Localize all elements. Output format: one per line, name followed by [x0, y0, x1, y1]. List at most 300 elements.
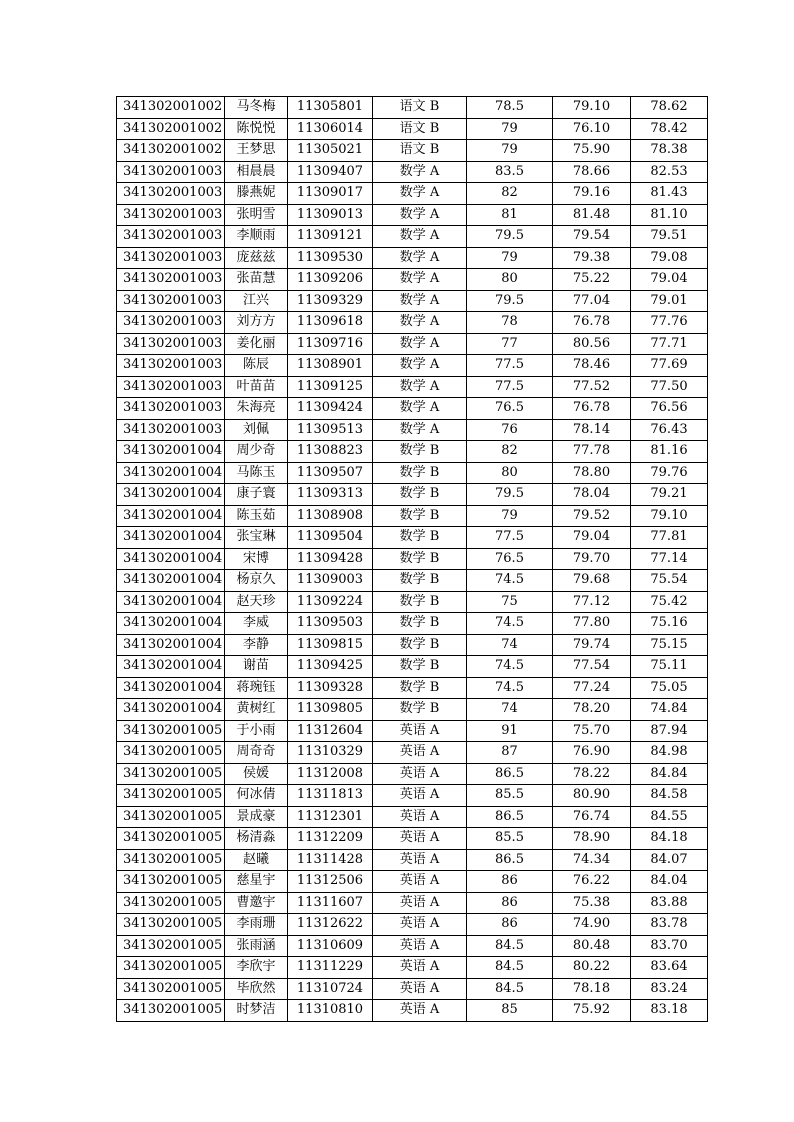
table-row [117, 355, 708, 377]
interview-score-cell: 77.12 [553, 591, 631, 613]
position-code-cell: 341302001004 [117, 613, 225, 635]
position-code-cell: 341302001004 [117, 505, 225, 527]
position-code-cell: 341302001004 [117, 548, 225, 570]
written-score-cell: 80 [467, 462, 553, 484]
total-score-cell: 79.76 [631, 462, 708, 484]
subject-cell: 数学 A [373, 419, 467, 441]
total-score-cell: 75.11 [631, 656, 708, 678]
table-row [117, 591, 708, 613]
total-score-cell: 84.84 [631, 763, 708, 785]
position-code-cell: 341302001005 [117, 763, 225, 785]
name-cell: 马陈玉 [225, 462, 288, 484]
written-score-cell: 78 [467, 312, 553, 334]
written-score-cell: 84.5 [467, 978, 553, 1000]
written-score-cell: 80 [467, 269, 553, 291]
interview-score-cell: 79.68 [553, 570, 631, 592]
name-cell: 赵曦 [225, 849, 288, 871]
table-row [117, 118, 708, 140]
table-row [117, 742, 708, 764]
table-row [117, 978, 708, 1000]
name-cell: 赵天珍 [225, 591, 288, 613]
exam-id-cell: 11309329 [288, 290, 373, 312]
written-score-cell: 79 [467, 505, 553, 527]
position-code-cell: 341302001005 [117, 892, 225, 914]
total-score-cell: 79.01 [631, 290, 708, 312]
position-code-cell: 341302001005 [117, 914, 225, 936]
position-code-cell: 341302001004 [117, 441, 225, 463]
position-code-cell: 341302001005 [117, 720, 225, 742]
total-score-cell: 76.43 [631, 419, 708, 441]
written-score-cell: 85.5 [467, 785, 553, 807]
written-score-cell: 77.5 [467, 376, 553, 398]
position-code-cell: 341302001003 [117, 161, 225, 183]
position-code-cell: 341302001004 [117, 677, 225, 699]
total-score-cell: 84.98 [631, 742, 708, 764]
name-cell: 景成豪 [225, 806, 288, 828]
name-cell: 庞兹兹 [225, 247, 288, 269]
written-score-cell: 86.5 [467, 849, 553, 871]
total-score-cell: 81.43 [631, 183, 708, 205]
subject-cell: 数学 A [373, 204, 467, 226]
exam-id-cell: 11310810 [288, 1000, 373, 1022]
table-row [117, 957, 708, 979]
interview-score-cell: 79.52 [553, 505, 631, 527]
interview-score-cell: 77.54 [553, 656, 631, 678]
subject-cell: 数学 A [373, 355, 467, 377]
total-score-cell: 78.62 [631, 97, 708, 119]
table-row [117, 548, 708, 570]
exam-id-cell: 11309313 [288, 484, 373, 506]
subject-cell: 数学 A [373, 398, 467, 420]
written-score-cell: 77.5 [467, 527, 553, 549]
total-score-cell: 78.38 [631, 140, 708, 162]
interview-score-cell: 79.38 [553, 247, 631, 269]
table-row [117, 892, 708, 914]
subject-cell: 英语 A [373, 957, 467, 979]
position-code-cell: 341302001002 [117, 140, 225, 162]
name-cell: 张明雪 [225, 204, 288, 226]
position-code-cell: 341302001003 [117, 226, 225, 248]
written-score-cell: 76.5 [467, 548, 553, 570]
interview-score-cell: 77.80 [553, 613, 631, 635]
position-code-cell: 341302001005 [117, 742, 225, 764]
interview-score-cell: 74.90 [553, 914, 631, 936]
written-score-cell: 83.5 [467, 161, 553, 183]
written-score-cell: 78.5 [467, 97, 553, 119]
exam-id-cell: 11309815 [288, 634, 373, 656]
exam-id-cell: 11309618 [288, 312, 373, 334]
name-cell: 康子寰 [225, 484, 288, 506]
written-score-cell: 77 [467, 333, 553, 355]
name-cell: 陈玉茹 [225, 505, 288, 527]
subject-cell: 数学 A [373, 312, 467, 334]
name-cell: 陈悦悦 [225, 118, 288, 140]
position-code-cell: 341302001004 [117, 462, 225, 484]
position-code-cell: 341302001003 [117, 333, 225, 355]
position-code-cell: 341302001005 [117, 1000, 225, 1022]
table-row [117, 97, 708, 119]
interview-score-cell: 75.92 [553, 1000, 631, 1022]
interview-score-cell: 81.48 [553, 204, 631, 226]
total-score-cell: 83.64 [631, 957, 708, 979]
written-score-cell: 74 [467, 634, 553, 656]
exam-id-cell: 11311607 [288, 892, 373, 914]
name-cell: 李雨珊 [225, 914, 288, 936]
table-row [117, 247, 708, 269]
position-code-cell: 341302001004 [117, 656, 225, 678]
interview-score-cell: 75.90 [553, 140, 631, 162]
written-score-cell: 86 [467, 914, 553, 936]
table-row [117, 785, 708, 807]
total-score-cell: 79.04 [631, 269, 708, 291]
position-code-cell: 341302001003 [117, 398, 225, 420]
name-cell: 张宝琳 [225, 527, 288, 549]
total-score-cell: 83.88 [631, 892, 708, 914]
exam-id-cell: 11309003 [288, 570, 373, 592]
exam-id-cell: 11309507 [288, 462, 373, 484]
table-row [117, 656, 708, 678]
subject-cell: 英语 A [373, 914, 467, 936]
written-score-cell: 74 [467, 699, 553, 721]
subject-cell: 数学 B [373, 527, 467, 549]
position-code-cell: 341302001005 [117, 806, 225, 828]
exam-id-cell: 11308908 [288, 505, 373, 527]
table-row [117, 699, 708, 721]
total-score-cell: 79.08 [631, 247, 708, 269]
score-table-body [117, 97, 708, 1022]
position-code-cell: 341302001005 [117, 935, 225, 957]
total-score-cell: 75.54 [631, 570, 708, 592]
table-row [117, 484, 708, 506]
table-row [117, 419, 708, 441]
interview-score-cell: 79.70 [553, 548, 631, 570]
written-score-cell: 79.5 [467, 484, 553, 506]
exam-id-cell: 11309425 [288, 656, 373, 678]
exam-id-cell: 11309017 [288, 183, 373, 205]
total-score-cell: 77.14 [631, 548, 708, 570]
exam-id-cell: 11311229 [288, 957, 373, 979]
name-cell: 时梦洁 [225, 1000, 288, 1022]
table-row [117, 914, 708, 936]
written-score-cell: 82 [467, 441, 553, 463]
position-code-cell: 341302001004 [117, 484, 225, 506]
interview-score-cell: 75.70 [553, 720, 631, 742]
interview-score-cell: 78.20 [553, 699, 631, 721]
exam-id-cell: 11309805 [288, 699, 373, 721]
total-score-cell: 74.84 [631, 699, 708, 721]
subject-cell: 数学 A [373, 247, 467, 269]
exam-id-cell: 11312209 [288, 828, 373, 850]
name-cell: 马冬梅 [225, 97, 288, 119]
written-score-cell: 77.5 [467, 355, 553, 377]
subject-cell: 数学 A [373, 226, 467, 248]
subject-cell: 英语 A [373, 828, 467, 850]
table-row [117, 527, 708, 549]
interview-score-cell: 78.80 [553, 462, 631, 484]
exam-id-cell: 11312008 [288, 763, 373, 785]
name-cell: 刘佩 [225, 419, 288, 441]
interview-score-cell: 76.78 [553, 312, 631, 334]
name-cell: 曹邀宇 [225, 892, 288, 914]
written-score-cell: 79 [467, 140, 553, 162]
name-cell: 何冰倩 [225, 785, 288, 807]
position-code-cell: 341302001005 [117, 828, 225, 850]
subject-cell: 英语 A [373, 806, 467, 828]
position-code-cell: 341302001004 [117, 634, 225, 656]
interview-score-cell: 79.10 [553, 97, 631, 119]
exam-id-cell: 11312301 [288, 806, 373, 828]
written-score-cell: 81 [467, 204, 553, 226]
interview-score-cell: 78.66 [553, 161, 631, 183]
interview-score-cell: 77.52 [553, 376, 631, 398]
written-score-cell: 76 [467, 419, 553, 441]
subject-cell: 数学 A [373, 290, 467, 312]
table-row [117, 1000, 708, 1022]
name-cell: 毕欣然 [225, 978, 288, 1000]
subject-cell: 英语 A [373, 935, 467, 957]
written-score-cell: 85 [467, 1000, 553, 1022]
exam-id-cell: 11309125 [288, 376, 373, 398]
exam-id-cell: 11309513 [288, 419, 373, 441]
subject-cell: 英语 A [373, 978, 467, 1000]
subject-cell: 数学 B [373, 570, 467, 592]
position-code-cell: 341302001005 [117, 849, 225, 871]
table-row [117, 269, 708, 291]
name-cell: 周少奇 [225, 441, 288, 463]
subject-cell: 数学 B [373, 613, 467, 635]
exam-id-cell: 11309121 [288, 226, 373, 248]
exam-id-cell: 11312506 [288, 871, 373, 893]
name-cell: 周奇奇 [225, 742, 288, 764]
table-row [117, 935, 708, 957]
total-score-cell: 77.71 [631, 333, 708, 355]
table-row [117, 871, 708, 893]
interview-score-cell: 79.16 [553, 183, 631, 205]
written-score-cell: 82 [467, 183, 553, 205]
subject-cell: 数学 B [373, 441, 467, 463]
interview-score-cell: 76.74 [553, 806, 631, 828]
written-score-cell: 91 [467, 720, 553, 742]
position-code-cell: 341302001004 [117, 591, 225, 613]
written-score-cell: 86 [467, 871, 553, 893]
table-row [117, 634, 708, 656]
interview-score-cell: 77.24 [553, 677, 631, 699]
name-cell: 蒋琬钰 [225, 677, 288, 699]
interview-score-cell: 76.78 [553, 398, 631, 420]
position-code-cell: 341302001003 [117, 204, 225, 226]
total-score-cell: 84.55 [631, 806, 708, 828]
interview-score-cell: 78.18 [553, 978, 631, 1000]
total-score-cell: 83.78 [631, 914, 708, 936]
position-code-cell: 341302001003 [117, 183, 225, 205]
exam-id-cell: 11308901 [288, 355, 373, 377]
name-cell: 于小雨 [225, 720, 288, 742]
interview-score-cell: 77.04 [553, 290, 631, 312]
position-code-cell: 341302001003 [117, 312, 225, 334]
subject-cell: 数学 B [373, 548, 467, 570]
written-score-cell: 76.5 [467, 398, 553, 420]
subject-cell: 数学 B [373, 591, 467, 613]
total-score-cell: 84.18 [631, 828, 708, 850]
subject-cell: 数学 A [373, 269, 467, 291]
subject-cell: 语文 B [373, 97, 467, 119]
table-row [117, 828, 708, 850]
table-row [117, 849, 708, 871]
interview-score-cell: 77.78 [553, 441, 631, 463]
total-score-cell: 84.04 [631, 871, 708, 893]
total-score-cell: 87.94 [631, 720, 708, 742]
total-score-cell: 77.81 [631, 527, 708, 549]
table-row [117, 161, 708, 183]
exam-id-cell: 11309206 [288, 269, 373, 291]
exam-id-cell: 11309503 [288, 613, 373, 635]
subject-cell: 数学 B [373, 484, 467, 506]
subject-cell: 英语 A [373, 720, 467, 742]
exam-id-cell: 11309504 [288, 527, 373, 549]
subject-cell: 数学 B [373, 699, 467, 721]
total-score-cell: 82.53 [631, 161, 708, 183]
exam-id-cell: 11308823 [288, 441, 373, 463]
name-cell: 宋博 [225, 548, 288, 570]
written-score-cell: 79.5 [467, 226, 553, 248]
total-score-cell: 81.16 [631, 441, 708, 463]
table-row [117, 462, 708, 484]
position-code-cell: 341302001005 [117, 957, 225, 979]
exam-id-cell: 11305801 [288, 97, 373, 119]
name-cell: 滕燕妮 [225, 183, 288, 205]
name-cell: 杨清淼 [225, 828, 288, 850]
position-code-cell: 341302001003 [117, 247, 225, 269]
table-row [117, 505, 708, 527]
exam-id-cell: 11309013 [288, 204, 373, 226]
exam-id-cell: 11306014 [288, 118, 373, 140]
table-row [117, 312, 708, 334]
subject-cell: 英语 A [373, 892, 467, 914]
name-cell: 李静 [225, 634, 288, 656]
total-score-cell: 79.10 [631, 505, 708, 527]
table-row [117, 226, 708, 248]
written-score-cell: 87 [467, 742, 553, 764]
interview-score-cell: 74.34 [553, 849, 631, 871]
position-code-cell: 341302001004 [117, 699, 225, 721]
table-row [117, 570, 708, 592]
position-code-cell: 341302001005 [117, 785, 225, 807]
interview-score-cell: 76.22 [553, 871, 631, 893]
written-score-cell: 86.5 [467, 806, 553, 828]
exam-id-cell: 11309424 [288, 398, 373, 420]
position-code-cell: 341302001003 [117, 269, 225, 291]
written-score-cell: 79.5 [467, 290, 553, 312]
total-score-cell: 75.16 [631, 613, 708, 635]
name-cell: 张苗慧 [225, 269, 288, 291]
table-row [117, 376, 708, 398]
subject-cell: 数学 A [373, 161, 467, 183]
written-score-cell: 74.5 [467, 570, 553, 592]
table-row [117, 183, 708, 205]
total-score-cell: 83.24 [631, 978, 708, 1000]
subject-cell: 数学 B [373, 677, 467, 699]
interview-score-cell: 79.74 [553, 634, 631, 656]
interview-score-cell: 80.90 [553, 785, 631, 807]
interview-score-cell: 76.90 [553, 742, 631, 764]
total-score-cell: 83.18 [631, 1000, 708, 1022]
exam-id-cell: 11309428 [288, 548, 373, 570]
exam-id-cell: 11311428 [288, 849, 373, 871]
subject-cell: 语文 B [373, 140, 467, 162]
written-score-cell: 74.5 [467, 677, 553, 699]
table-row [117, 333, 708, 355]
table-row [117, 763, 708, 785]
exam-id-cell: 11312604 [288, 720, 373, 742]
subject-cell: 数学 B [373, 634, 467, 656]
total-score-cell: 83.70 [631, 935, 708, 957]
interview-score-cell: 75.22 [553, 269, 631, 291]
position-code-cell: 341302001003 [117, 376, 225, 398]
exam-id-cell: 11312622 [288, 914, 373, 936]
interview-score-cell: 78.90 [553, 828, 631, 850]
exam-id-cell: 11310724 [288, 978, 373, 1000]
table-row [117, 806, 708, 828]
position-code-cell: 341302001005 [117, 978, 225, 1000]
subject-cell: 数学 A [373, 333, 467, 355]
written-score-cell: 86.5 [467, 763, 553, 785]
name-cell: 杨京久 [225, 570, 288, 592]
name-cell: 慈星宇 [225, 871, 288, 893]
name-cell: 黄树红 [225, 699, 288, 721]
interview-score-cell: 78.14 [553, 419, 631, 441]
exam-id-cell: 11309407 [288, 161, 373, 183]
interview-score-cell: 79.54 [553, 226, 631, 248]
total-score-cell: 77.76 [631, 312, 708, 334]
name-cell: 叶苗苗 [225, 376, 288, 398]
exam-id-cell: 11309716 [288, 333, 373, 355]
name-cell: 侯媛 [225, 763, 288, 785]
subject-cell: 数学 B [373, 462, 467, 484]
written-score-cell: 75 [467, 591, 553, 613]
interview-score-cell: 78.46 [553, 355, 631, 377]
interview-score-cell: 78.22 [553, 763, 631, 785]
table-row [117, 140, 708, 162]
written-score-cell: 74.5 [467, 656, 553, 678]
subject-cell: 英语 A [373, 849, 467, 871]
exam-id-cell: 11310329 [288, 742, 373, 764]
exam-id-cell: 11305021 [288, 140, 373, 162]
table-row [117, 398, 708, 420]
written-score-cell: 84.5 [467, 935, 553, 957]
total-score-cell: 84.58 [631, 785, 708, 807]
subject-cell: 英语 A [373, 871, 467, 893]
exam-id-cell: 11309328 [288, 677, 373, 699]
interview-score-cell: 79.04 [553, 527, 631, 549]
interview-score-cell: 80.48 [553, 935, 631, 957]
total-score-cell: 75.42 [631, 591, 708, 613]
written-score-cell: 74.5 [467, 613, 553, 635]
name-cell: 朱海亮 [225, 398, 288, 420]
written-score-cell: 84.5 [467, 957, 553, 979]
table-row [117, 441, 708, 463]
name-cell: 刘方方 [225, 312, 288, 334]
table-row [117, 677, 708, 699]
total-score-cell: 79.51 [631, 226, 708, 248]
interview-score-cell: 75.38 [553, 892, 631, 914]
name-cell: 张雨涵 [225, 935, 288, 957]
written-score-cell: 86 [467, 892, 553, 914]
position-code-cell: 341302001003 [117, 419, 225, 441]
exam-id-cell: 11310609 [288, 935, 373, 957]
interview-score-cell: 76.10 [553, 118, 631, 140]
subject-cell: 语文 B [373, 118, 467, 140]
total-score-cell: 75.05 [631, 677, 708, 699]
